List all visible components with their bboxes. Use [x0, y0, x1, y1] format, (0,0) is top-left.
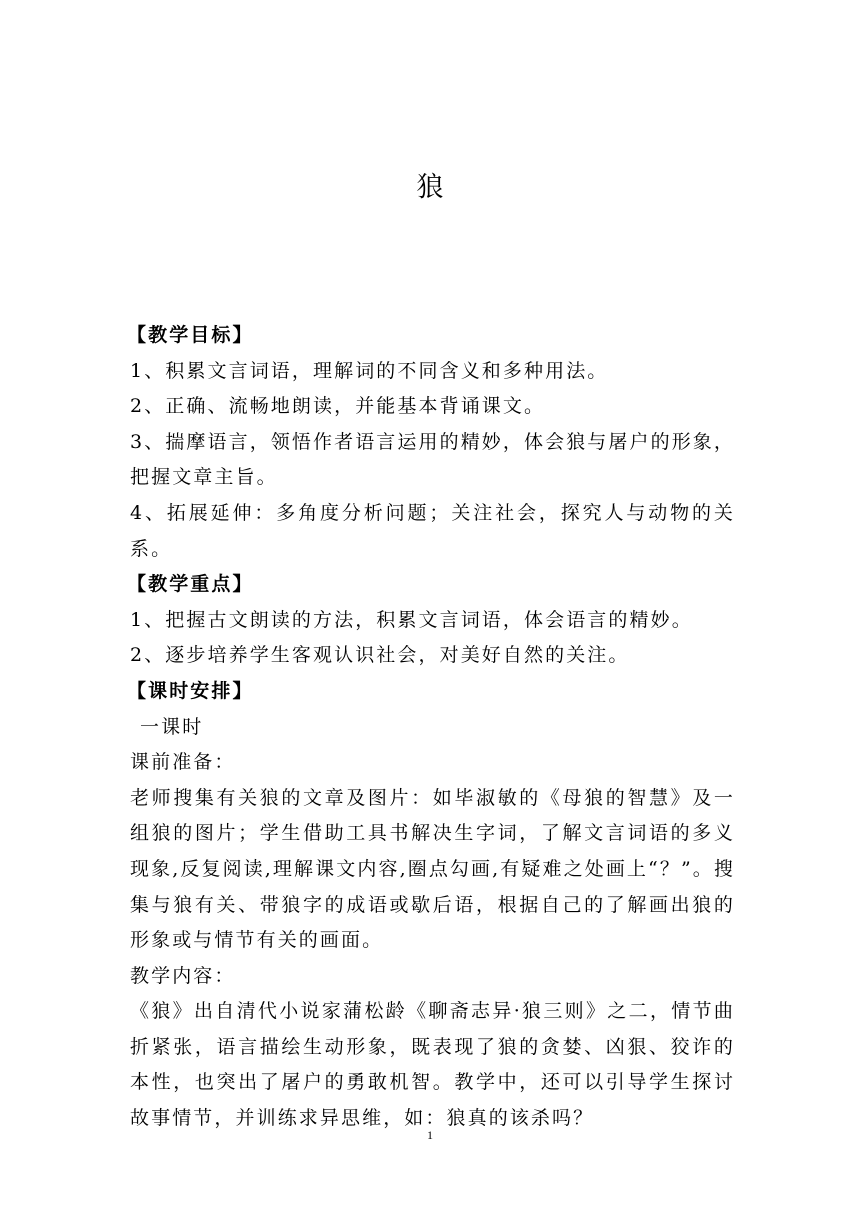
section-heading-key-points: 【教学重点】: [127, 573, 254, 596]
document-title: 狼: [416, 172, 444, 203]
content-paragraph: 《狼》出自清代小说家蒲松龄《聊斋志异·狼三则》之二，情节曲折紧张，语言描绘生动形象，既表现了狼的贪婪、凶狠、狡诈的本性，也突出了屠户的勇敢机智。教学中，还可以引导学生探讨故事情节，并训练求异思维，如：狼真的该杀吗？: [130, 1000, 735, 1130]
content-label: 教学内容：: [130, 964, 236, 987]
page-number: 1: [427, 1128, 433, 1142]
goal-item: 4、拓展延伸：多角度分析问题；关注社会，探究人与动物的关系。: [130, 501, 735, 560]
key-point-item: 1、把握古文朗读的方法，积累文言词语，体会语言的精妙。: [130, 608, 693, 631]
goal-item: 1、积累文言词语，理解词的不同含义和多种用法。: [130, 359, 609, 382]
goal-item: 2、正确、流畅地朗读，并能基本背诵课文。: [130, 395, 546, 418]
key-point-item: 2、逐步培养学生客观认识社会，对美好自然的关注。: [130, 644, 630, 667]
period-count: 一课时: [140, 715, 204, 738]
prep-label: 课前准备：: [130, 751, 236, 774]
section-heading-goals: 【教学目标】: [127, 324, 254, 346]
goal-item: 3、揣摩语言，领悟作者语言运用的精妙，体会狼与屠户的形象，把握文章主旨。: [130, 430, 735, 489]
section-heading-schedule: 【课时安排】: [127, 679, 254, 702]
prep-paragraph: 老师搜集有关狼的文章及图片：如毕淑敏的《母狼的智慧》及一组狼的图片；学生借助工具书解决生字词，了解文言词语的多义现象,反复阅读,理解课文内容,圈点勾画,有疑难之处画上“？”。搜集与狼有关、带狼字的成语或歇后语，根据自己的了解画出狼的形象或与情节有关的画面。: [130, 786, 735, 952]
document-body: [127, 318, 735, 1137]
